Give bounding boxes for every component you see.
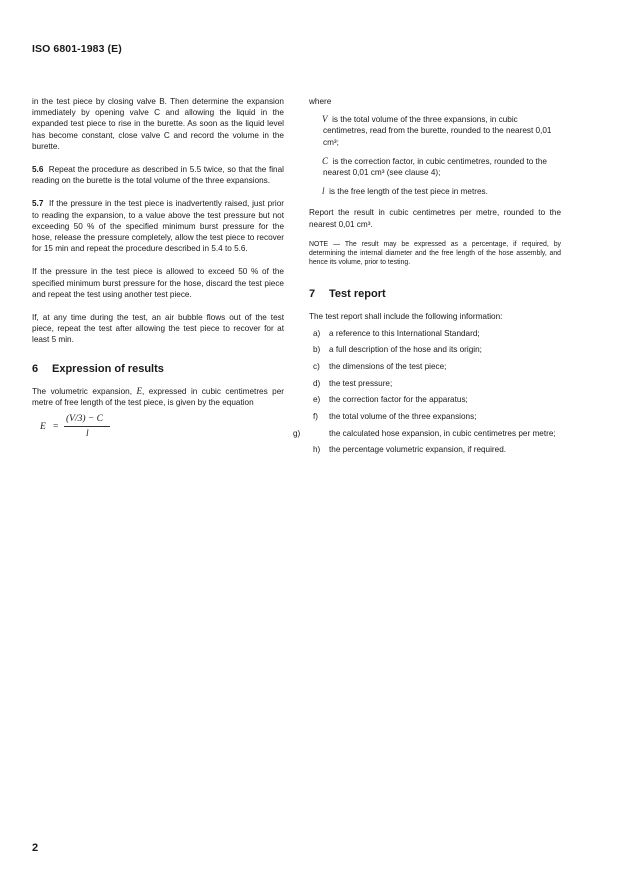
list-item: [309, 361, 561, 372]
section-heading-6: [32, 362, 284, 376]
list-item-text: a reference to this International Standard;: [329, 328, 480, 338]
definition-text: is the correction factor, in cubic centimetres, rounded to the nearest 0,01 cm³ (see clause 4);: [323, 156, 547, 178]
symbol-E: E: [136, 385, 142, 396]
clause-number: 5.7: [32, 199, 44, 209]
definition-text: is the total volume of the three expansions, in cubic centimetres, read from the burette, rounded to the nearest 0,01 cm³;: [323, 115, 552, 147]
clause-text: Repeat the procedure as described in 5.5 twice, so that the final reading on the burette is the total volume of the three expansions.: [32, 165, 284, 186]
document-header: ISO 6801-1983 (E): [32, 43, 122, 55]
symbol-C: C: [322, 155, 329, 166]
list-item-text: the dimensions of the test piece;: [329, 361, 447, 371]
paragraph-exceed-pressure: If the pressure in the test piece is allowed to exceed 50 % of the specified minimum burst pressure for the hose, discard the test piece and repeat the test using another test piece.: [32, 267, 284, 299]
list-item-text: the test pressure;: [329, 378, 393, 388]
symbol-V: V: [322, 114, 328, 125]
left-column: [32, 96, 284, 450]
list-item: [309, 378, 561, 389]
list-item: [293, 428, 561, 439]
definition-C: [323, 156, 561, 178]
section-number: 7: [309, 287, 316, 300]
paragraph-report-result: Report the result in cubic centimetres per metre, rounded to the nearest 0,01 cm³.: [309, 208, 561, 229]
list-item-label: f): [313, 412, 319, 422]
clause-5-6: [32, 164, 284, 186]
paragraph-report-intro: The test report shall include the following information:: [309, 311, 503, 321]
report-items-list: [293, 328, 561, 456]
list-item-label: a): [313, 328, 321, 338]
section-number: 6: [32, 362, 39, 375]
equation-numerator: (V/3) − C: [66, 414, 104, 425]
definition-text: is the free length of the test piece in metres.: [329, 187, 488, 197]
list-item: [309, 328, 561, 339]
section-title: Expression of results: [52, 362, 164, 375]
note: NOTE — The result may be expressed as a percentage, if required, by determining the internal diameter and the free length of the hose assembly, and hence its volume, prior to testing.: [309, 240, 561, 266]
clause-5-7: [32, 198, 284, 254]
page-number: 2: [32, 842, 39, 854]
equation-denominator: l: [86, 429, 89, 440]
list-item-label: g): [293, 428, 301, 438]
where-label: where: [309, 97, 332, 106]
definition-l: [323, 186, 561, 197]
text-run: , expressed in cubic centimetres per metre of free length of the test piece, is given by the equation: [32, 386, 285, 407]
list-item: [309, 394, 561, 405]
equation: [32, 414, 284, 450]
section-heading-7: [309, 287, 561, 301]
list-item-label: b): [313, 345, 321, 355]
list-item-label: d): [313, 378, 321, 388]
text-run: The volumetric expansion,: [32, 386, 137, 396]
list-item-text: the percentage volumetric expansion, if required.: [329, 445, 507, 455]
symbol-l: l: [322, 186, 325, 197]
list-item-text: a full description of the hose and its origin;: [329, 345, 482, 355]
clause-text: If the pressure in the test piece is inadvertently raised, just prior to reading the expansion, to a value above the test pressure but not exceeding 50 % of the specified minimum burst pressure for the hose, release the pressure completely, allow the test piece to recover for 15 min and repeat the procedure described in 5.4 to 5.6.: [32, 199, 284, 254]
list-item: [309, 444, 561, 455]
equals-sign: =: [53, 422, 59, 433]
list-item: [309, 411, 561, 422]
list-item-text: the calculated hose expansion, in cubic centimetres per metre;: [329, 428, 556, 438]
paragraph-air-bubble: If, at any time during the test, an air bubble flows out of the test piece, repeat the test after allowing the test piece to recover for at least 5 min.: [32, 313, 284, 345]
right-column: [293, 96, 561, 456]
list-item-label: e): [313, 395, 321, 405]
list-item-label: h): [313, 445, 321, 455]
clause-number: 5.6: [32, 165, 44, 175]
equation-lhs: E: [40, 422, 46, 433]
paragraph-volumetric-expansion: [32, 386, 284, 408]
list-item-text: the correction factor for the apparatus;: [329, 395, 468, 405]
fraction-bar: [64, 426, 110, 427]
list-item: [309, 344, 561, 355]
paragraph-valve-c: in the test piece by closing valve B. Then determine the expansion immediately by opening valve C and allowing the liquid in the expanded test piece to rise in the burette. As soon as the liquid level has become constant, close valve C and record the volume in the burette.: [32, 97, 284, 151]
section-title: Test report: [329, 287, 386, 300]
definition-V: [323, 114, 561, 148]
list-item-label: c): [313, 361, 320, 371]
list-item-text: the total volume of the three expansions;: [329, 412, 477, 422]
